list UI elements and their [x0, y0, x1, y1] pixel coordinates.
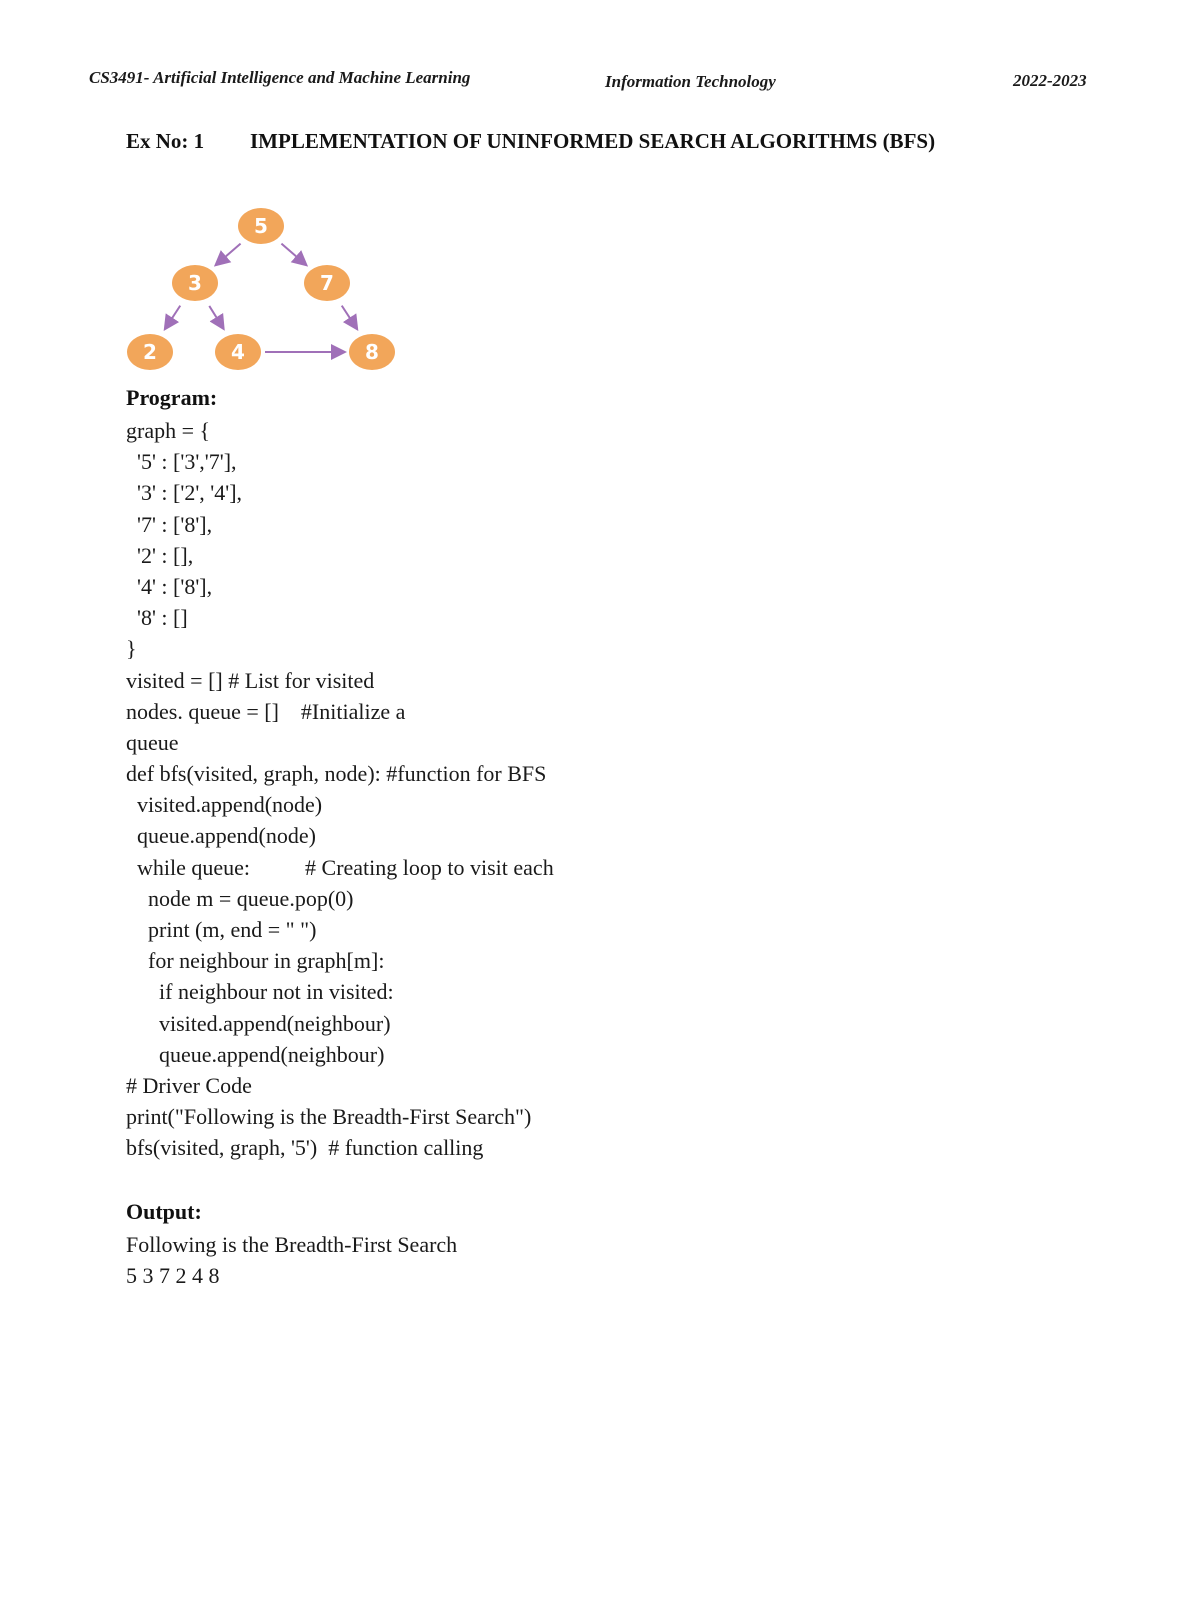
- graph-node-label: 3: [188, 271, 202, 295]
- code-line: if neighbour not in visited:: [126, 979, 394, 1005]
- graph-node-label: 8: [365, 340, 379, 364]
- exercise-number: Ex No: 1: [126, 129, 205, 153]
- edge-7-to-8: [342, 306, 356, 328]
- exercise-title: [126, 129, 935, 154]
- code-line: }: [126, 636, 137, 662]
- code-line: '3' : ['2', '4'],: [126, 480, 243, 506]
- code-line: queue: [126, 729, 179, 755]
- code-line: queue.append(neighbour): [126, 1041, 385, 1067]
- code-line: graph = {: [126, 418, 211, 443]
- edge-3-to-2: [166, 306, 180, 328]
- graph-node-label: 5: [254, 214, 268, 238]
- code-line: visited = [] # List for visited: [126, 667, 375, 693]
- graph-node-label: 4: [231, 340, 245, 364]
- code-line: '4' : ['8'],: [126, 573, 213, 599]
- graph-node-label: 7: [320, 271, 334, 295]
- code-line: bfs(visited, graph, '5') # function calling: [126, 1135, 484, 1161]
- program-output: [126, 1229, 457, 1291]
- edge-3-to-4: [209, 306, 222, 327]
- header-course: CS3491- Artificial Intelligence and Machine Learning: [89, 68, 471, 87]
- code-line: visited.append(neighbour): [126, 1010, 391, 1036]
- exercise-heading: IMPLEMENTATION OF UNINFORMED SEARCH ALGORITHMS (BFS): [250, 129, 936, 153]
- header-year: 2022-2023: [1013, 71, 1087, 90]
- code-line: node m = queue.pop(0): [126, 885, 354, 911]
- code-line: visited.append(node): [126, 792, 323, 818]
- output-line: Following is the Breadth-First Search: [126, 1232, 458, 1257]
- code-line: # Driver Code: [126, 1072, 252, 1098]
- program-code: [126, 415, 554, 1164]
- code-line: '5' : ['3','7'],: [126, 449, 237, 475]
- graph-nodes: [127, 208, 395, 370]
- output-label: Output:: [126, 1199, 202, 1224]
- edge-5-to-3: [217, 244, 241, 264]
- code-line: '2' : [],: [126, 542, 194, 568]
- bfs-graph-diagram: [120, 205, 420, 385]
- code-line: def bfs(visited, graph, node): #function for BFS: [126, 761, 547, 787]
- graph-node-label: 2: [143, 340, 157, 364]
- output-line: 5 3 7 2 4 8: [126, 1263, 220, 1289]
- code-line: for neighbour in graph[m]:: [126, 948, 385, 974]
- code-line: queue.append(node): [126, 823, 316, 849]
- code-line: '8' : []: [126, 605, 188, 631]
- header-department: Information Technology: [605, 72, 776, 91]
- code-line: while queue: # Creating loop to visit each: [126, 854, 554, 880]
- edge-5-to-7: [281, 244, 305, 264]
- code-line: print("Following is the Breadth-First Search"): [126, 1104, 532, 1130]
- code-line: print (m, end = " "): [126, 917, 317, 942]
- program-label: Program:: [126, 385, 218, 410]
- code-line: nodes. queue = [] #Initialize a: [126, 698, 406, 724]
- code-line: '7' : ['8'],: [126, 511, 213, 537]
